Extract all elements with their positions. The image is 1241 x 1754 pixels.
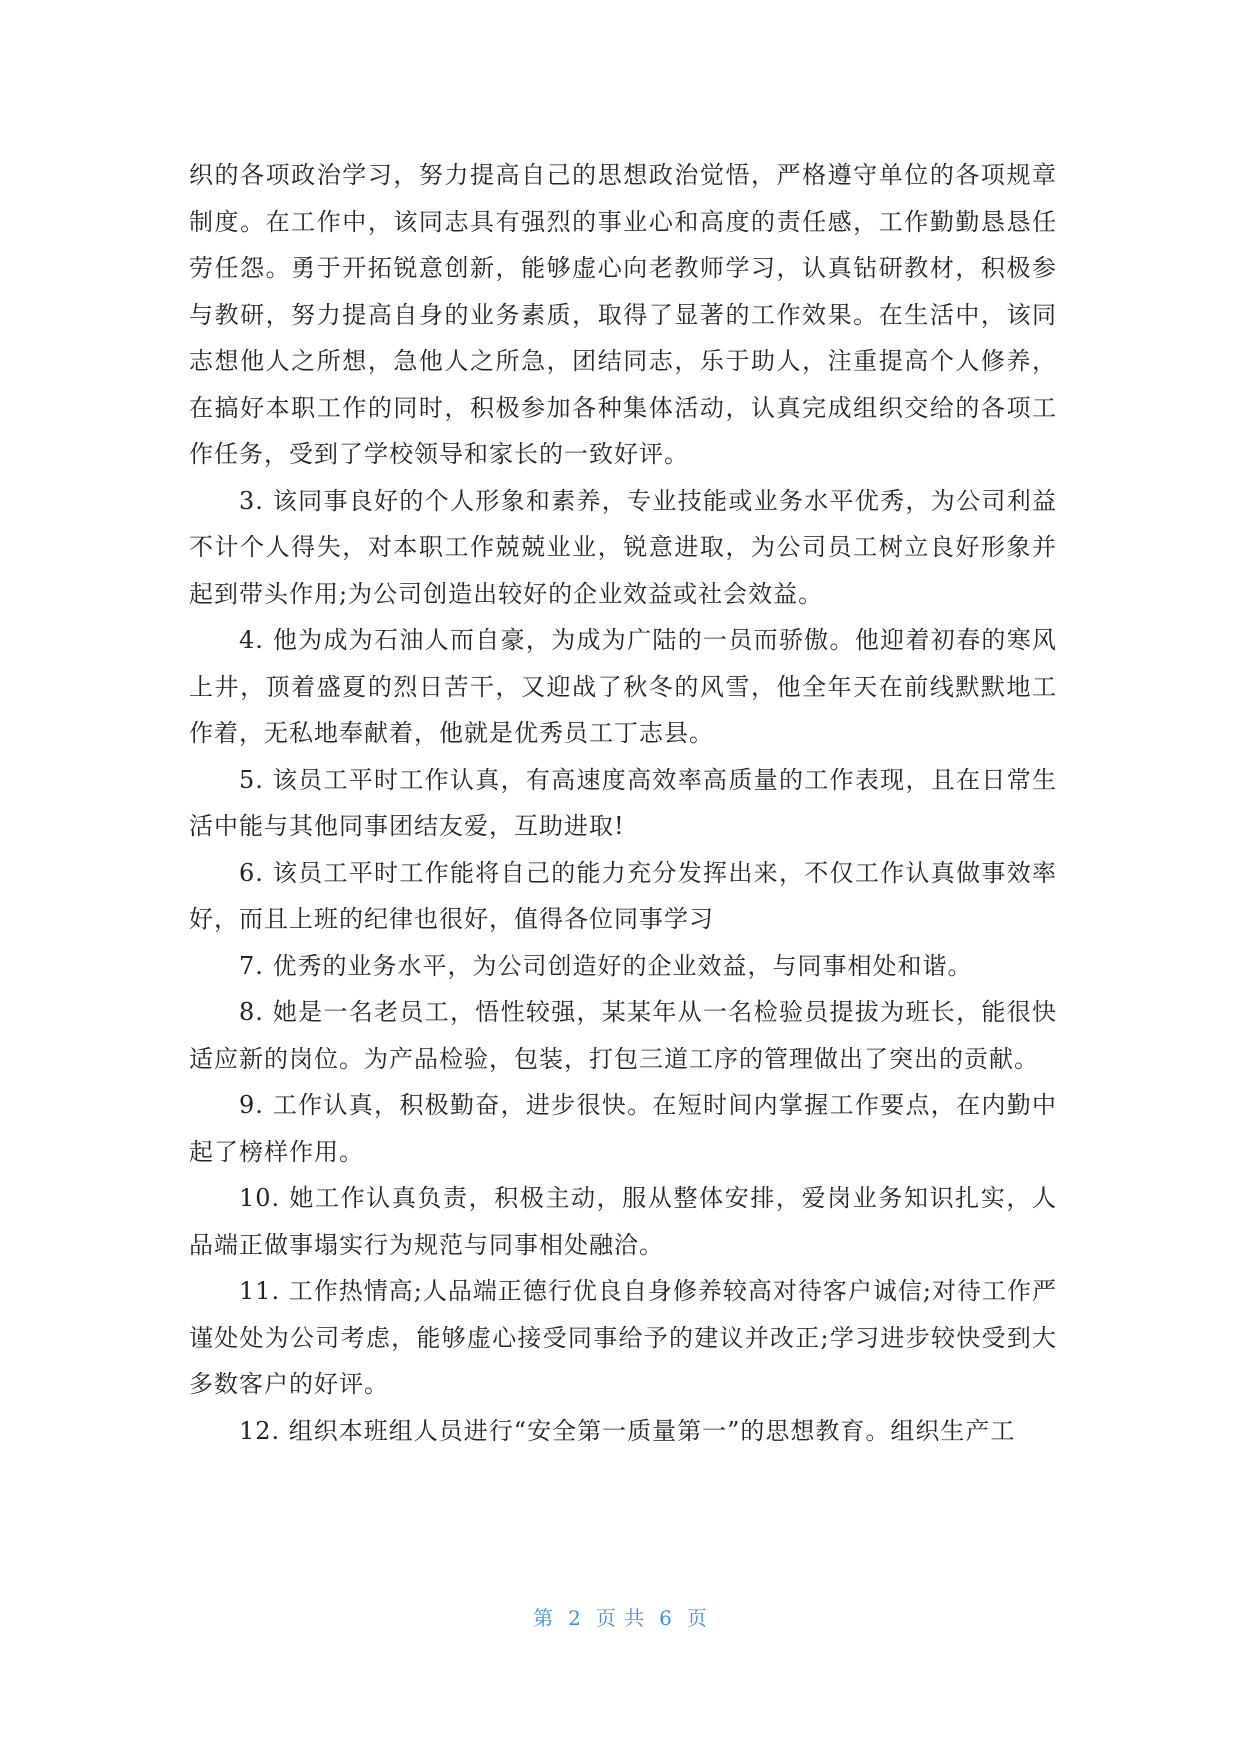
list-item-5: 5. 该员工平时工作认真，有高速度高效率高质量的工作表现，且在日常生活中能与其他同事团结友爱，互助进取! (189, 765, 1057, 840)
footer-label-end: 页 (686, 1606, 708, 1630)
footer-current-page: 2 (568, 1606, 582, 1630)
footer-label-of: 页 共 (595, 1606, 646, 1630)
list-item-11: 11. 工作热情高;人品端正德行优良自身修养较高对待客户诚信;对待工作严谨处处为公司考虑，能够虚心接受同事给予的建议并改正;学习进步较快受到大多数客户的好评。 (189, 1277, 1057, 1398)
list-item-7: 7. 优秀的业务水平，为公司创造好的企业效益，与同事相处和谐。 (239, 951, 973, 980)
list-item-4: 4. 他为成为石油人而自豪，为成为广陆的一员而骄傲。他迎着初春的寒风上井，顶着盛夏的烈日苦干，又迎战了秋冬的风雪，他全年天在前线默默地工作着，无私地奉献着，他就是优秀员工丁志县。 (189, 626, 1057, 747)
list-item-10: 10. 她工作认真负责，积极主动，服从整体安排，爱岗业务知识扎实，人品端正做事塌实行为规范与同事相处融洽。 (189, 1184, 1057, 1259)
list-item-12: 12. 组织本班组人员进行“安全第一质量第一”的思想教育。组织生产工 (239, 1416, 1016, 1445)
paragraph-continuation: 织的各项政治学习，努力提高自己的思想政治觉悟，严格遵守单位的各项规章制度。在工作中，该同志具有强烈的事业心和高度的责任感，工作勤勤恳恳任劳任怨。勇于开拓锐意创新，能够虚心向老教师学习，认真钻研教材，积极参与教研，努力提高自身的业务素质，取得了显著的工作效果。在生活中，该同志想他人之所想，急他人之所急，团结同志，乐于助人，注重提高个人修养，在搞好本职工作的同时，积极参加各种集体活动，认真完成组织交给的各项工作任务，受到了学校领导和家长的一致好评。 (189, 161, 1057, 468)
footer-label-page: 第 (533, 1606, 555, 1630)
list-item-6: 6. 该员工平时工作能将自己的能力充分发挥出来，不仅工作认真做事效率好，而且上班的纪律也很好，值得各位同事学习 (189, 858, 1057, 933)
list-item-9: 9. 工作认真，积极勤奋，进步很快。在短时间内掌握工作要点，在内勤中起了榜样作用。 (189, 1091, 1057, 1166)
list-item-3: 3. 该同事良好的个人形象和素养，专业技能或业务水平优秀，为公司利益不计个人得失，对本职工作兢兢业业，锐意进取，为公司员工树立良好形象并起到带头作用;为公司创造出较好的企业效益或社会效益。 (189, 486, 1057, 608)
document-body (189, 152, 1057, 1454)
page-footer (0, 1602, 1241, 1631)
list-item-8: 8. 她是一名老员工，悟性较强，某某年从一名检验员提拔为班长，能很快适应新的岗位。为产品检验，包装，打包三道工序的管理做出了突出的贡献。 (189, 998, 1057, 1073)
footer-total-pages: 6 (659, 1606, 673, 1630)
